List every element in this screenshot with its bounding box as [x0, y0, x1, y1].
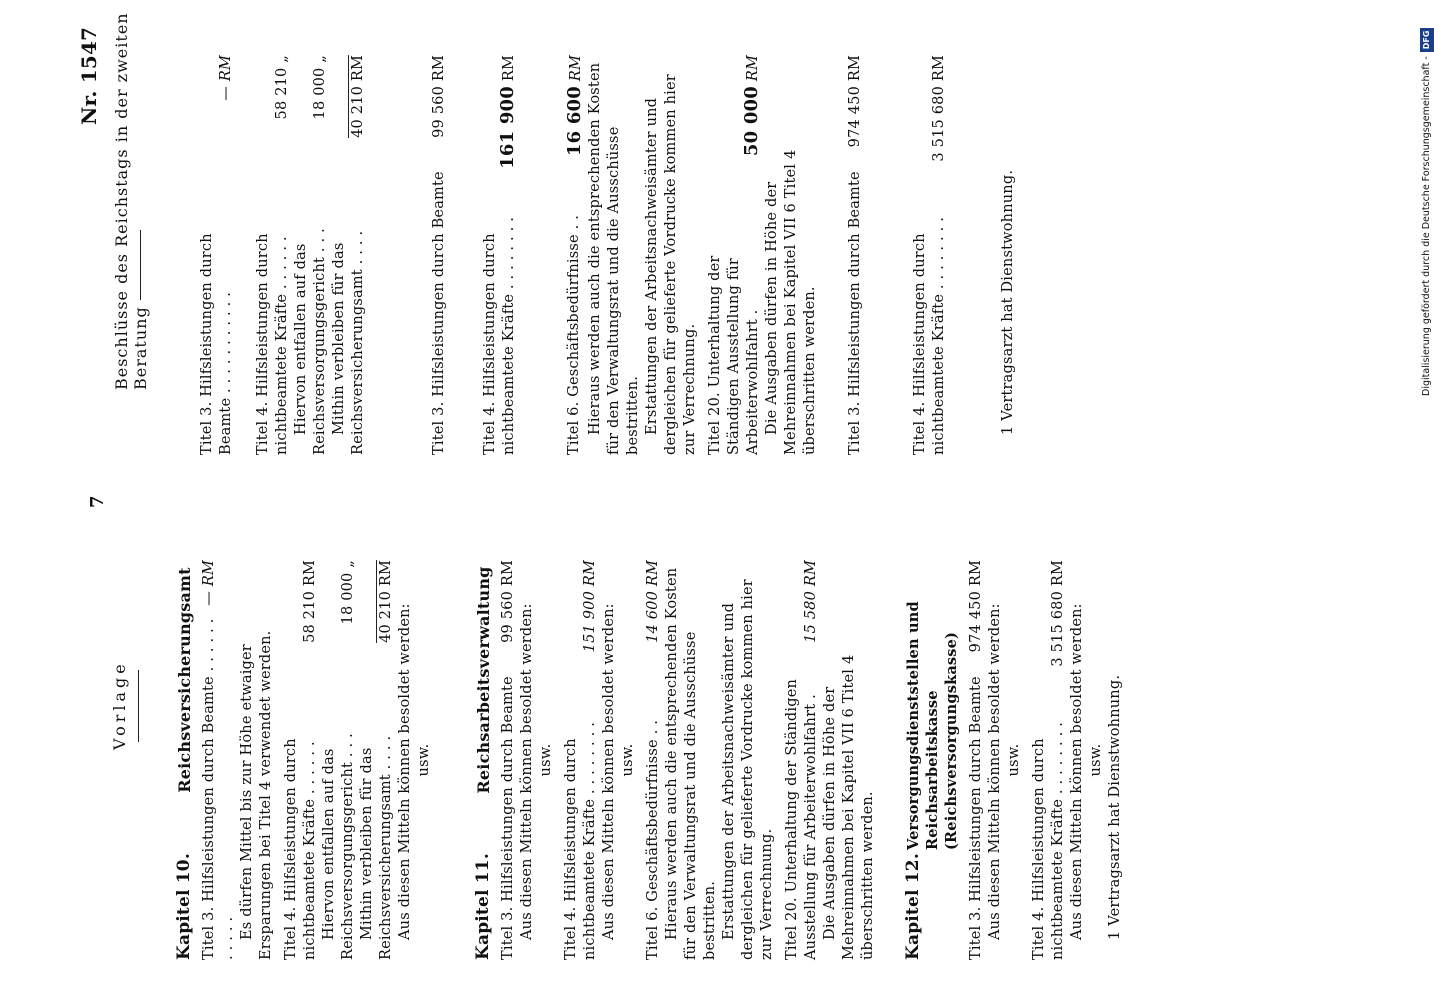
k10-t4-row [282, 560, 320, 960]
r-k10-t4-sub-row [292, 55, 330, 455]
k11-t6-row [644, 560, 663, 960]
k11-t3-text: Titel 3. Hilfsleistungen durch Beamte [500, 676, 516, 960]
k11-t4-text: Titel 4. Hilfsleistungen durch nichtbeamtete Kräfte . . . . . . . . [563, 721, 598, 960]
digitization-sidebar [1418, 6, 1432, 996]
k11-t3-amount: 99 560 RM [500, 560, 516, 643]
sidebar-credit-text: Digitalisierung gefördert durch die Deutsche Forschungsgemeinschaft - [1421, 56, 1432, 396]
k11-block [474, 560, 878, 960]
k10-t3-text: Titel 3. Hilfsleistungen durch Beamte . . . . . . . . . . . [201, 618, 236, 960]
r-k10-t4-amount: 58 210 [274, 67, 290, 120]
r-k11-t4-amount: 161 900 [497, 85, 518, 169]
r-k11-t3-amount: 99 560 RM [431, 55, 447, 138]
k12-t4-amount: 3 515 680 RM [1050, 560, 1066, 667]
k11-section: Reichsarbeitsverwaltung [474, 566, 493, 794]
k10-t4-rest: Mithin verbleiben für das Reichsversicherungsamt . . . . [359, 735, 394, 960]
page-number: 7 [87, 495, 108, 508]
r-k12-block [846, 55, 1018, 455]
k12-usw-2: usw. [1088, 743, 1104, 777]
r-k11-t20-unit: RM [745, 55, 761, 82]
k12-section: Versorgungsdienststellen und Reichsarbeitskasse (Reichsversorgungskasse) [905, 601, 960, 850]
r-k11-t6-note-2: Erstattungen der Arbeitsnachweisämter und dergleichen für gelieferte Vordrucke kommen hier zur Verrechnung. [644, 74, 698, 455]
right-heading: Beschlüsse des Reichstags in der zweiten Beratung [112, 12, 150, 390]
k12-vertrag: 1 Vertragsarzt hat Dienstwohnung. [1107, 674, 1123, 940]
sidebar-line [1420, 0, 1434, 396]
k12-t3-row [967, 560, 986, 960]
r-k10-t4-rest: Mithin verbleiben für das Reichsversicherungsamt . . . . [331, 230, 366, 455]
r-k11-t6-amount-wrap [565, 55, 586, 156]
k10-t4-rest-row [358, 560, 396, 960]
k12-t3-note: Aus diesen Mitteln können besoldet werden: [987, 603, 1003, 940]
k12-t3-amount: 974 450 RM [968, 560, 984, 653]
k10-t4-text: Titel 4. Hilfsleistungen durch nichtbeamtete Kräfte . . . . . . [283, 738, 318, 960]
k11-t20-text: Titel 20. Unterhaltung der Ständigen Ausstellung für Arbeiterwohlfahrt . [784, 678, 819, 960]
k12-usw-1: usw. [1006, 743, 1022, 777]
k10-section: Reichsversicherungsamt [175, 567, 194, 793]
r-k11-block [430, 55, 820, 455]
k10-t4-sub-amount: 18 000 „ [340, 560, 356, 625]
r-k11-t6-unit: RM [568, 55, 584, 82]
r-k12-vertrag: 1 Vertragsarzt hat Dienstwohnung. [1000, 169, 1016, 435]
r-k11-t6-note-1: Hieraus werden auch die entsprechenden Kosten für den Verwaltungsrat und die Ausschüsse bestritten. [587, 62, 641, 455]
r-k10-t4-sub-amount: 18 000 [312, 67, 328, 120]
r-k10-block [198, 55, 368, 455]
r-k10-t4-amount-wrap [273, 55, 292, 119]
r-k11-t4-amount-wrap [498, 55, 519, 169]
k10-block [175, 560, 434, 960]
r-k11-t20-amount: 50 000 [741, 85, 762, 157]
r-k11-t20-text: Titel 20. Unterhaltung der Ständigen Ausstellung für Arbeiterwohlfahrt . [707, 255, 761, 455]
r-k11-t20-row [706, 55, 763, 455]
r-k11-t20-note: Die Ausgaben dürfen in Höhe der Mehreinnahmen bei Kapitel VII 6 Titel 4 überschritten werden. [764, 149, 818, 455]
r-k11-t4-unit: RM [501, 55, 517, 82]
k11-t6-text: Titel 6. Geschäftsbedürfnisse . . [645, 719, 661, 960]
r-k11-t6-row [565, 55, 586, 455]
r-k10-t4-sub: Hiervon entfallen auf das Reichsversorgungsgericht . . . [293, 228, 328, 455]
right-column [198, 55, 1018, 455]
k11-t3-note: Aus diesen Mitteln können besoldet werden: [519, 603, 535, 940]
k12-block [904, 560, 1125, 960]
r-k10-t3-text: Titel 3. Hilfsleistungen durch Beamte . . . . . . . . . . . [199, 233, 234, 455]
k12-t3-text: Titel 3. Hilfsleistungen durch Beamte [968, 676, 984, 960]
k12-t4-text: Titel 4. Hilfsleistungen durch nichtbeamtete Kräfte . . . . . . . . [1031, 721, 1066, 960]
r-k11-t3-row [430, 55, 449, 455]
k11-chapter: Kapitel 11. [473, 853, 493, 960]
r-k10-t4-row [254, 55, 292, 455]
r-k12-t4-text: Titel 4. Hilfsleistungen durch nichtbeamtete Kräfte . . . . . . . . [912, 216, 947, 455]
r-k10-t4-text: Titel 4. Hilfsleistungen durch nichtbeamtete Kräfte . . . . . . [255, 233, 290, 455]
left-column [175, 560, 1125, 960]
k10-t4-sub: Hiervon entfallen auf das Reichsversorgungsgericht . . . [321, 733, 356, 960]
k11-t6-amount: 14 600 RM [645, 560, 661, 643]
r-k12-t4-row [911, 55, 949, 455]
r-k11-t4-row [481, 55, 519, 455]
k12-chapter: Kapitel 12. [903, 853, 923, 960]
k11-t6-note-1: Hieraus werden auch die entsprechenden Kosten für den Verwaltungsrat und die Ausschüsse bestritten. [664, 567, 718, 960]
k11-usw-1: usw. [538, 743, 554, 777]
r-k10-t4-rest-row [330, 55, 368, 455]
r-k12-t3-row [846, 55, 865, 455]
k12-t4-note: Aus diesen Mitteln können besoldet werden: [1069, 603, 1085, 940]
r-k10-t3-amount: — RM [218, 55, 234, 101]
k10-t4-amount: 58 210 RM [302, 560, 318, 643]
r-k10-t4-rest-amount: 40 210 RM [350, 55, 366, 138]
r-k10-t4-sub-mark: „ [312, 55, 328, 63]
r-k10-t4-sub-amount-wrap [311, 55, 330, 119]
k11-usw-2: usw. [620, 743, 636, 777]
r-k12-t3-text: Titel 3. Hilfsleistungen durch Beamte [847, 171, 863, 455]
k11-t3-row [499, 560, 518, 960]
k10-t4-rest-amount: 40 210 RM [378, 560, 394, 643]
k11-t20-amount: 15 580 RM [803, 560, 819, 643]
r-k12-t3-amount: 974 450 RM [847, 55, 863, 148]
k12-t4-row [1030, 560, 1068, 960]
k11-t4-row [562, 560, 600, 960]
r-k11-t6-amount: 16 600 [564, 85, 585, 157]
r-k10-t4-mark: „ [274, 55, 290, 63]
r-k12-t4-amount: 3 515 680 RM [931, 55, 947, 162]
k10-t3-note: Es dürfen Mittel bis zur Höhe etwaiger Ersparungen bei Titel 4 verwendet werden. [239, 630, 274, 960]
r-k10-t3-row [198, 55, 236, 455]
k10-t4-sub-row [320, 560, 358, 960]
r-k11-t3-text: Titel 3. Hilfsleistungen durch Beamte [431, 171, 447, 455]
k10-t3-row [200, 560, 238, 960]
k11-t20-note: Die Ausgaben dürfen in Höhe der Mehreinnahmen bei Kapitel VII 6 Titel 4 überschritten werden. [822, 654, 876, 960]
r-k11-t4-text: Titel 4. Hilfsleistungen durch nichtbeamtete Kräfte . . . . . . . . [482, 216, 517, 455]
k11-t20-row [783, 560, 821, 960]
r-k11-t20-amount-wrap [742, 55, 763, 156]
k11-t6-note-2: Erstattungen der Arbeitsnachweisämter und dergleichen für gelieferte Vordrucke kommen hier zur Verrechnung. [721, 579, 775, 960]
right-heading-rule [140, 230, 141, 300]
r-k11-t6-text: Titel 6. Geschäftsbedürfnisse . . [566, 214, 582, 455]
left-heading: Vorlage [110, 660, 129, 750]
k11-t4-note: Aus diesen Mitteln können besoldet werden: [601, 603, 617, 940]
k10-t3-amount: — RM [201, 560, 217, 606]
left-heading-rule [138, 670, 139, 742]
document-number: Nr. 1547 [77, 26, 101, 125]
k10-chapter: Kapitel 10. [174, 853, 194, 960]
k10-usw: usw. [416, 743, 432, 777]
k11-t4-amount: 151 900 RM [582, 560, 598, 653]
dfg-logo: DFG [1420, 28, 1434, 53]
k10-note: Aus diesen Mitteln können besoldet werden: [397, 603, 413, 940]
